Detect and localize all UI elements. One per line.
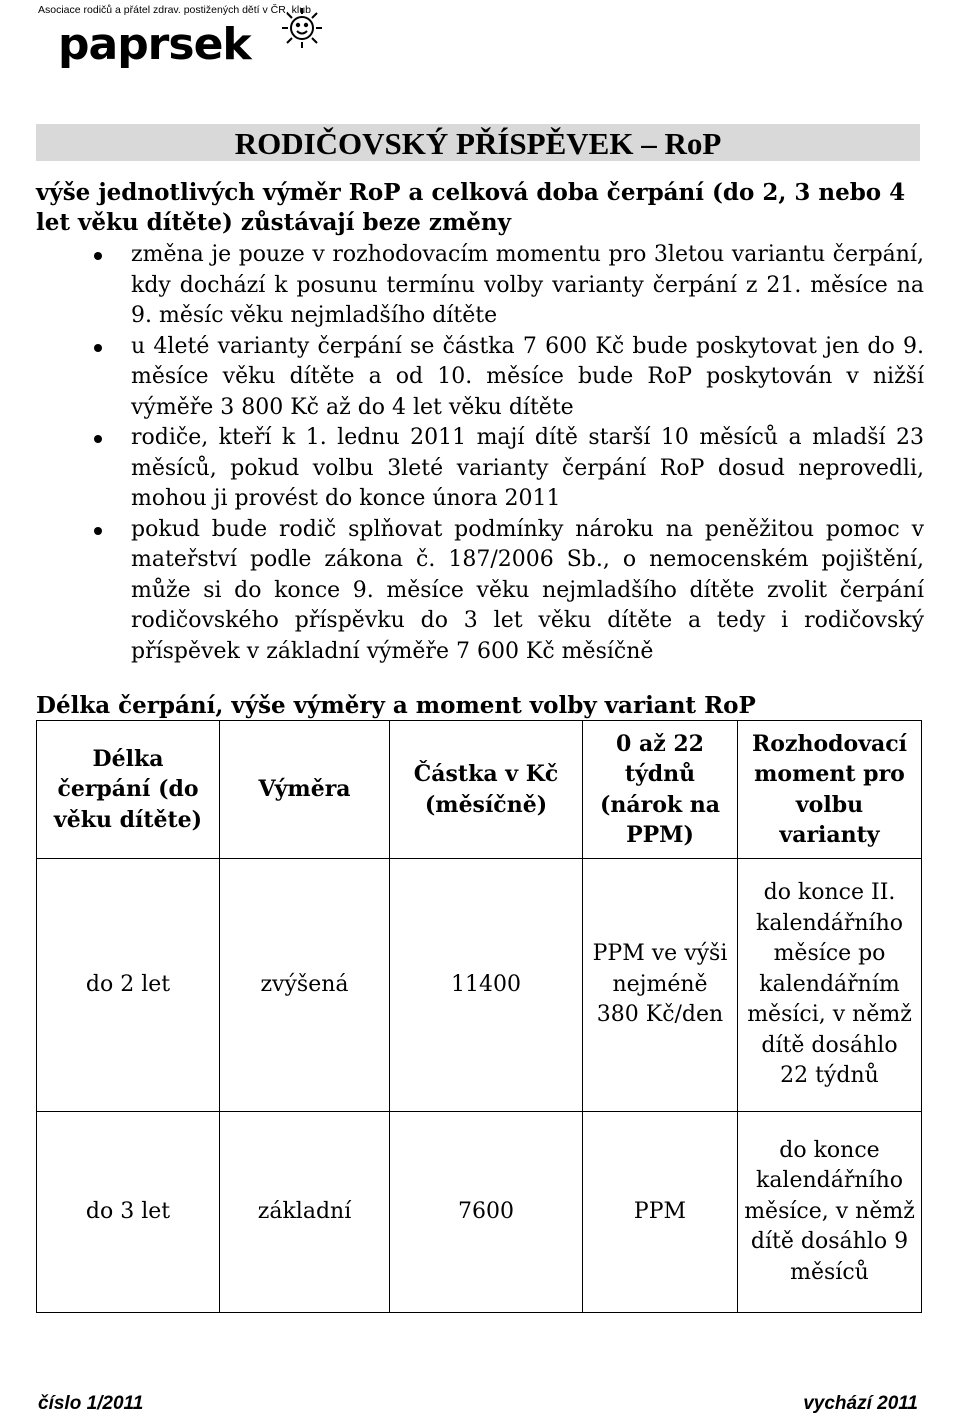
table-row xyxy=(37,859,922,1112)
table-cell: PPM xyxy=(583,1112,738,1313)
column-header: Délka čerpání (do věku dítěte) xyxy=(37,721,220,859)
paprsek-logo xyxy=(38,4,338,74)
bullet-icon xyxy=(94,435,102,443)
publication-year: vychází 2011 xyxy=(803,1393,918,1414)
intro-statement: výše jednotlivých výměr RoP a celková doba čerpání (do 2, 3 nebo 4 let věku dítěte) zůstávají beze změny xyxy=(36,179,906,236)
table-cell: do konce kalendářního měsíce, v němž dítě dosáhlo 9 měsíců xyxy=(738,1112,922,1313)
association-name: Asociace rodičů a přátel zdrav. postižených dětí v ČR, klub xyxy=(38,4,311,16)
list-item: pokud bude rodič splňovat podmínky nároku na peněžitou pomoc v mateřství podle zákona č. 187/2006 Sb., o nemocenském pojištění, může si do konce 9. měsíce věku nejmladšího dítěte zvolit čerpání rodičovského příspěvku do 3 let věku dítěte a tedy i rodičovský příspěvek v základní výměře 7 600 Kč měsíčně xyxy=(36,515,924,668)
bullet-icon xyxy=(94,252,102,260)
table-heading: Délka čerpání, výše výměry a moment volby variant RoP xyxy=(36,692,756,719)
rop-variants-table xyxy=(36,720,922,1313)
change-list xyxy=(36,240,924,667)
table-cell: 11400 xyxy=(390,859,583,1112)
bullet-icon xyxy=(94,527,102,535)
column-header: 0 až 22 týdnů (nárok na PPM) xyxy=(583,721,738,859)
table-cell: do konce II. kalendářního měsíce po kalendářním měsíci, v němž dítě dosáhlo 22 týdnů xyxy=(738,859,922,1112)
table-cell: do 2 let xyxy=(37,859,220,1112)
table-row xyxy=(37,1112,922,1313)
table-cell: 7600 xyxy=(390,1112,583,1313)
logo-text: paprsek xyxy=(58,19,251,70)
column-header: Výměra xyxy=(220,721,390,859)
column-header: Rozhodovací moment pro volbu varianty xyxy=(738,721,922,859)
bullet-icon xyxy=(94,344,102,352)
list-item: rodiče, kteří k 1. lednu 2011 mají dítě starší 10 měsíců a mladší 23 měsíců, pokud volbu 3leté varianty čerpání RoP dosud neprovedli, mohou ji provést do konce února 2011 xyxy=(36,423,924,515)
sun-icon xyxy=(282,8,322,48)
table-header-row xyxy=(37,721,922,859)
page-title: RODIČOVSKÝ PŘÍSPĚVEK – RoP xyxy=(36,124,920,161)
table-cell: základní xyxy=(220,1112,390,1313)
table-cell: PPM ve výši nejméně 380 Kč/den xyxy=(583,859,738,1112)
table-cell: do 3 let xyxy=(37,1112,220,1313)
list-item: změna je pouze v rozhodovacím momentu pro 3letou variantu čerpání, kdy dochází k posunu termínu volby varianty čerpání z 21. měsíce na 9. měsíc věku nejmladšího dítěte xyxy=(36,240,924,332)
list-item: u 4leté varianty čerpání se částka 7 600 Kč bude poskytovat jen do 9. měsíce věku dítěte a od 10. měsíce bude RoP poskytován v nižší výměře 3 800 Kč až do 4 let věku dítěte xyxy=(36,332,924,424)
issue-number: číslo 1/2011 xyxy=(38,1393,144,1414)
table-cell: zvýšená xyxy=(220,859,390,1112)
column-header: Částka v Kč (měsíčně) xyxy=(390,721,583,859)
newsletter-header xyxy=(38,4,338,74)
